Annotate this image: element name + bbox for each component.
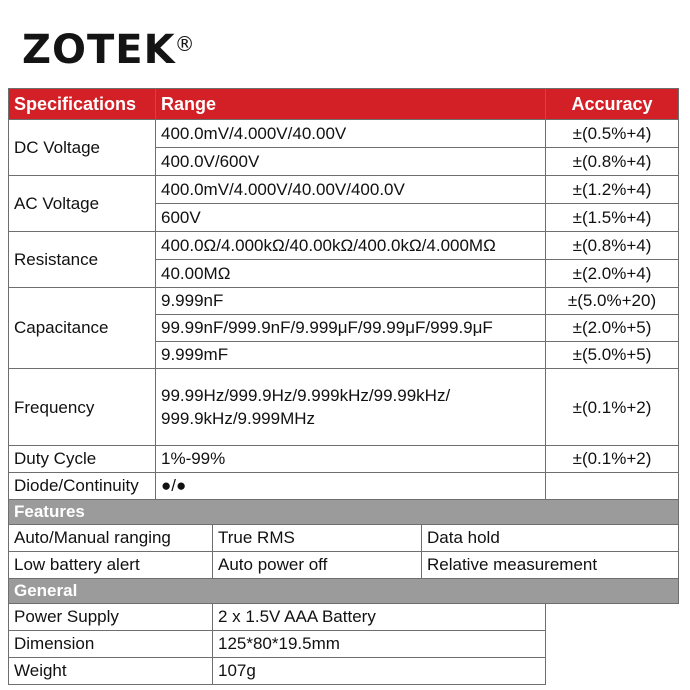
spec-range: 1%-99% (156, 446, 546, 473)
spec-range: 9.999nF (156, 288, 546, 315)
feature-item: True RMS (213, 525, 422, 552)
spec-accuracy: ±(0.1%+2) (546, 446, 679, 473)
spec-name: Resistance (9, 232, 156, 288)
general-label: Weight (9, 658, 213, 685)
spec-range: 40.00MΩ (156, 260, 546, 288)
spec-accuracy: ±(5.0%+20) (546, 288, 679, 315)
spec-row (9, 176, 679, 204)
spec-name: Capacitance (9, 288, 156, 369)
general-row (9, 604, 679, 631)
feature-row (9, 552, 679, 579)
spec-range: 99.99Hz/999.9Hz/9.999kHz/99.99kHz/ 999.9kHz/9.999MHz (156, 369, 546, 446)
spec-header-row (9, 89, 679, 120)
general-value: 2 x 1.5V AAA Battery (213, 604, 546, 631)
spec-name: Diode/Continuity (9, 473, 156, 500)
spec-accuracy: ±(2.0%+4) (546, 260, 679, 288)
feature-item: Low battery alert (9, 552, 213, 579)
spec-table (8, 88, 679, 685)
spec-accuracy: ±(0.8%+4) (546, 148, 679, 176)
spec-range: 9.999mF (156, 342, 546, 369)
spec-accuracy: ±(0.1%+2) (546, 369, 679, 446)
spec-name: AC Voltage (9, 176, 156, 232)
spec-row (9, 473, 679, 500)
general-value: 125*80*19.5mm (213, 631, 546, 658)
blank-cell (546, 631, 679, 658)
spec-name: Frequency (9, 369, 156, 446)
brand-logo (22, 26, 196, 74)
spec-range: 400.0mV/4.000V/40.00V (156, 120, 546, 148)
feature-item: Auto/Manual ranging (9, 525, 213, 552)
spec-range: ●/● (156, 473, 546, 500)
header-specifications: Specifications (9, 89, 156, 120)
spec-accuracy: ±(1.2%+4) (546, 176, 679, 204)
feature-item: Auto power off (213, 552, 422, 579)
spec-accuracy: ±(5.0%+5) (546, 342, 679, 369)
features-title: Features (9, 500, 679, 525)
spec-row (9, 232, 679, 260)
spec-row (9, 120, 679, 148)
spec-range: 600V (156, 204, 546, 232)
brand-logo-text: ZOTEK (22, 27, 176, 73)
general-label: Power Supply (9, 604, 213, 631)
blank-cell (546, 604, 679, 631)
spec-row (9, 446, 679, 473)
spec-range: 400.0mV/4.000V/40.00V/400.0V (156, 176, 546, 204)
blank-cell (546, 658, 679, 685)
header-range: Range (156, 89, 546, 120)
feature-item: Relative measurement (422, 552, 679, 579)
spec-accuracy: ±(0.5%+4) (546, 120, 679, 148)
registered-mark: ® (174, 32, 196, 56)
spec-accuracy (546, 473, 679, 500)
spec-accuracy: ±(0.8%+4) (546, 232, 679, 260)
spec-row (9, 369, 679, 446)
header-accuracy: Accuracy (546, 89, 679, 120)
spec-name: Duty Cycle (9, 446, 156, 473)
general-title: General (9, 579, 679, 604)
general-row (9, 631, 679, 658)
spec-accuracy: ±(1.5%+4) (546, 204, 679, 232)
general-value: 107g (213, 658, 546, 685)
spec-row (9, 288, 679, 315)
spec-accuracy: ±(2.0%+5) (546, 315, 679, 342)
spec-name: DC Voltage (9, 120, 156, 176)
spec-range: 400.0V/600V (156, 148, 546, 176)
general-row (9, 658, 679, 685)
general-section-header (9, 579, 679, 604)
spec-range: 99.99nF/999.9nF/9.999μF/99.99μF/999.9μF (156, 315, 546, 342)
spec-range: 400.0Ω/4.000kΩ/40.00kΩ/400.0kΩ/4.000MΩ (156, 232, 546, 260)
general-label: Dimension (9, 631, 213, 658)
feature-row (9, 525, 679, 552)
features-section-header (9, 500, 679, 525)
feature-item: Data hold (422, 525, 679, 552)
